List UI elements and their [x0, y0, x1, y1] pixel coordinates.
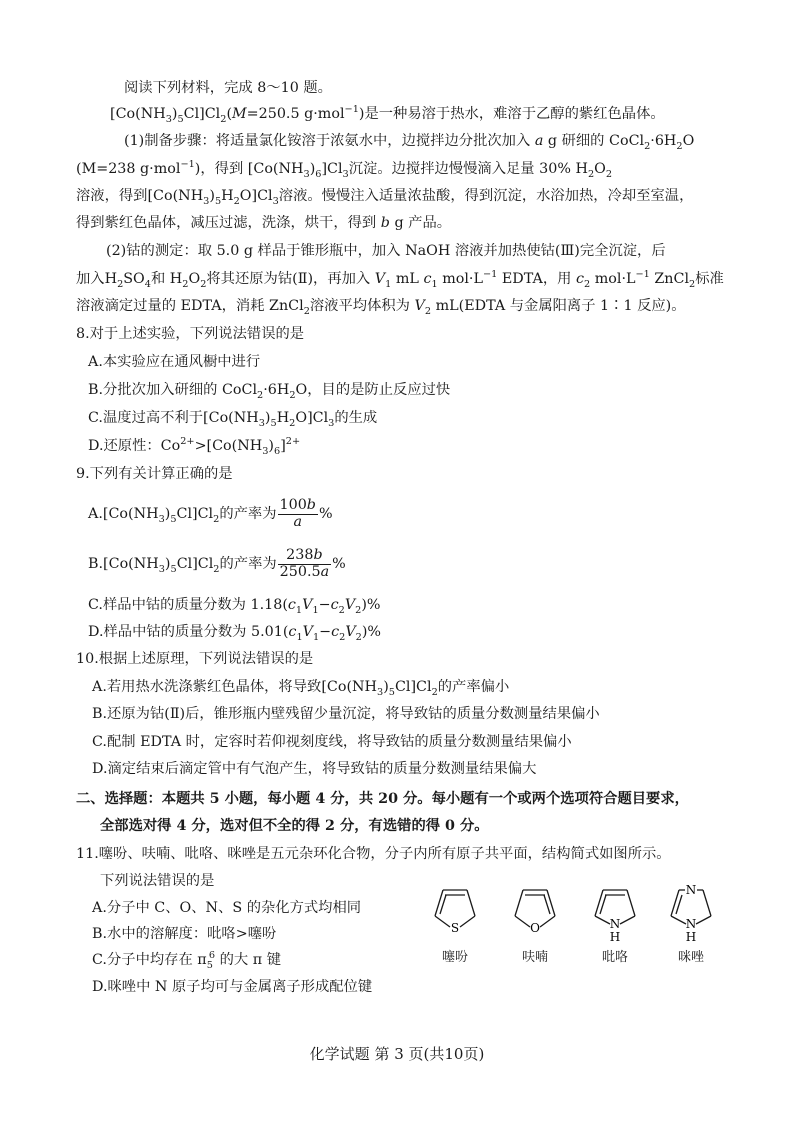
q8-option-b: B.分批次加入研细的 $CoCl_2\cdot 6H_2O$，目的是防止反应过快: [88, 382, 451, 401]
q10-option-a: A.若用热水洗涤紫红色晶体，将导致$[Co(NH_3)_5Cl]Cl_2$的产率偏小: [92, 679, 510, 698]
pyrrole-ring-diagram: [587, 880, 643, 942]
pyrrole-label: 吡咯: [601, 950, 628, 965]
nitrogen-atom-label-top: N: [685, 883, 697, 897]
q8-stem: 8.对于上述实验，下列说法错误的是: [76, 326, 305, 342]
q9-option-d: D.样品中钴的质量分数为 $5.01(c_1V_1-c_2V_2)\%$: [88, 624, 382, 643]
q9-option-b: $B.[Co(NH_3)_5Cl]Cl_2$的产率为 $\frac{238b}{250.5a}$ %: [88, 547, 346, 580]
q11-option-d: D.咪唑中 N 原子均可与金属离子形成配位键: [92, 979, 373, 995]
q10-option-c: C.配制 EDTA 时，定容时若仰视刻度线，将导致钴的质量分数测量结果偏小: [92, 734, 572, 750]
intro-text: 阅读下列材料，完成 8～10 题。: [124, 80, 332, 96]
imidazole-ring-diagram: [663, 880, 719, 942]
q11-stem-line-1: 11.噻吩、呋喃、吡咯、咪唑是五元杂环化合物，分子内所有原子共平面，结构简式如图所示。: [76, 846, 671, 862]
q9-option-a: $A.[Co(NH_3)_5Cl]Cl_2$的产率为 $\frac{100b}{a}$ %: [88, 497, 333, 530]
structure-thiophene: [418, 880, 492, 984]
section-2-header-line-1: 二、选择题：本题共 5 小题，每小题 4 分，共 20 分。每小题有一个或两个选项符合题目要求，: [76, 791, 689, 807]
furan-label: 呋喃: [521, 950, 548, 965]
hydrogen-atom-label: H: [685, 930, 697, 942]
q10-option-b: B.还原为钴(Ⅱ)后，锥形瓶内壁残留少量沉淀，将导致钴的质量分数测量结果偏小: [92, 706, 600, 722]
thiophene-label: 噻吩: [441, 950, 468, 965]
material-para-2-line-3: 溶液，得到$[Co(NH_3)_5H_2O]Cl_3$溶液。慢慢注入适量浓盐酸，得到沉淀，水浴加热，冷却至室温，: [76, 188, 694, 207]
material-para-3-line-3: 溶液滴定过量的 EDTA，消耗 ZnCl$_2$溶液平均体积为 $V_2$ mL(EDTA 与金属阳离子 1∶1 反应)。: [76, 298, 686, 317]
thiophene-ring-diagram: [427, 880, 483, 942]
structure-pyrrole: [578, 880, 652, 984]
material-para-1: $[Co(NH_3)_5Cl]Cl_2(M=250.5$ g·mol$^{-1}$)是一种易溶于热水，难溶于乙醇的紫红色晶体。: [110, 104, 665, 125]
q9-stem: 9.下列有关计算正确的是: [76, 466, 233, 482]
q11-option-c: C.分子中均存在 $\pi_5^6$ 的大 π 键: [92, 950, 282, 971]
nitrogen-atom-label: N: [609, 917, 621, 931]
hydrogen-atom-label: H: [609, 930, 621, 942]
material-para-3-line-1: (2)钴的测定：取 5.0 g 样品于锥形瓶中，加入 NaOH 溶液并加热使钴(Ⅲ)完全沉淀，后: [106, 243, 666, 259]
imidazole-label: 咪唑: [677, 950, 704, 965]
section-2-header-line-2: 全部选对得 4 分，选对但不全的得 2 分，有选错的得 0 分。: [100, 818, 489, 834]
structure-furan: [498, 880, 572, 984]
material-para-2-line-1: (1)制备步骤：将适量氯化铵溶于浓氨水中，边搅拌边分批次加入 a g 研细的 $CoCl_2\cdot 6H_2O$: [124, 133, 695, 152]
q8-option-c: C.温度过高不利于$[Co(NH_3)_5H_2O]Cl_3$的生成: [88, 410, 378, 429]
oxygen-atom-label: O: [530, 921, 540, 935]
q11-option-a: A.分子中 C、O、N、S 的杂化方式均相同: [92, 900, 362, 916]
q11-option-b: B.水中的溶解度：吡咯>噻吩: [92, 926, 277, 942]
q8-option-a: A.本实验应在通风橱中进行: [88, 354, 261, 370]
structure-imidazole: [654, 880, 728, 984]
material-para-3-line-2: 加入$H_2SO_4$和 $H_2O_2$将其还原为钴(Ⅱ)，再加入 $V_1$ mL $c_1$ $mol\cdot L^{-1}$ EDTA，用 $c_2$ $mol\cdot L^{-1}$ ZnCl$_2$标准: [76, 269, 724, 290]
sulfur-atom-label: S: [450, 921, 460, 935]
q8-option-d: D.还原性：$Co^{2+}>[Co(NH_3)_6]^{2+}$: [88, 436, 301, 457]
material-para-2-line-2: (M=238 g·mol$^{-1}$)，得到 $[Co(NH_3)_6]Cl_3$沉淀。边搅拌边慢慢滴入足量 30% $H_2O_2$: [76, 159, 613, 180]
material-para-2-line-4: 得到紫红色晶体，减压过滤，洗涤，烘干，得到 b g 产品。: [76, 215, 452, 231]
page-footer: 化学试题 第 3 页(共10页): [309, 1045, 485, 1063]
nitrogen-atom-label: N: [685, 917, 697, 931]
furan-ring-diagram: [507, 880, 563, 942]
q9-option-c: C.样品中钴的质量分数为 $1.18(c_1V_1-c_2V_2)\%$: [88, 597, 381, 616]
q10-option-d: D.滴定结束后滴定管中有气泡产生，将导致钴的质量分数测量结果偏大: [92, 761, 537, 777]
q11-stem-line-2: 下列说法错误的是: [100, 873, 215, 889]
q10-stem: 10.根据上述原理，下列说法错误的是: [76, 651, 314, 667]
